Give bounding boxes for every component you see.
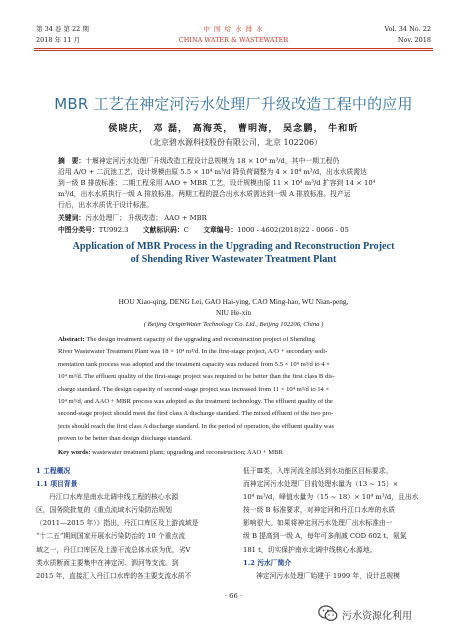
page-title-en	[30, 240, 437, 266]
abstract-en-label: Abstract:	[58, 336, 85, 343]
title-en-line: Application of MBR Process in the Upgrading and Reconstruction Project	[72, 241, 395, 252]
body-line: 丹江口水库是南水北调中线工程的核心水源	[49, 493, 179, 502]
doc-code-value: C	[183, 226, 189, 234]
article-no-value: 1000 - 4602(2018)22 - 0066 - 05	[237, 226, 349, 234]
keywords-cn	[58, 213, 413, 224]
body-line: 2015 年，直接汇入丹江口水库的各主要支流水质不	[36, 571, 192, 580]
header-rule-bottom	[34, 50, 433, 51]
body-line: 级 B 提高到一级 A，每年可多削减 COD 602 t、氨氮	[243, 532, 407, 541]
watermark	[318, 604, 458, 624]
abstract-cn	[58, 156, 413, 211]
body-line: “十二五”期间国家开展水污染防治的 10 个重点流	[36, 532, 186, 541]
body-line: 域之一，丹江口库区及上游干流总体水质为优，劣Ⅴ	[36, 545, 191, 554]
abstract-en-line: mentation tank process was adopted and the treatment capacity was reduced from 5.5 × 10⁴ m³/d to 4 ×	[58, 360, 330, 368]
header-date-en: Nov. 2018	[397, 36, 431, 44]
doc-code-label: 文献标识码：	[142, 226, 184, 234]
subsection-heading: 1.2 污水厂简介	[243, 558, 292, 567]
abstract-cn-line: 十堰神定河污水处理厂升级改造工程设计总规模为 18 × 10⁴ m³/d，其中一期工程仍	[85, 157, 340, 165]
abstract-en-line: 10⁴ m³/d. The effluent quality of the first-stage project was required to be better than the first class B dis-	[58, 373, 335, 381]
abstract-en-line: The design treatment capacity of the upgrading and reconstruction project of Shending	[86, 336, 315, 343]
abstract-cn-line: 沿用 A/O + 二沉池工艺，设计规模由原 5.5 × 10⁴ m³/d 降负荷调整为 4 × 10⁴ m³/d，出水水质需达	[58, 167, 367, 176]
body-line: 181 t，切实保护南水北调中线核心水源地。	[243, 545, 377, 554]
wechat-logo-icon	[318, 605, 338, 626]
journal-name-en: CHINA WATER & WASTEWATER	[178, 36, 289, 44]
abstract-en-line: 10⁴ m³/d, and AAO + MBR process was adopted as the treatment technology. The effluent quality of the	[58, 398, 333, 406]
page-number: · 66 ·	[224, 592, 243, 600]
watermark-text: 污水资源化利用	[342, 611, 412, 622]
authors-cn: 侯晓庆， 邓 磊， 高海英， 曹明海， 吴念鹏， 牛和昕	[108, 124, 359, 134]
abstract-en	[58, 334, 413, 446]
body-line: 而神定河污水处理厂目前处理水量为（13 ~ 15）×	[243, 480, 399, 489]
body-line: 类水质断面主要集中在神定河、泗河等支流。到	[36, 558, 179, 567]
classification-cn	[58, 225, 438, 236]
body-line: 按一级 B 标准要求，对神定河和丹江口水库的水质	[243, 506, 396, 515]
body-line: 神定河污水处理厂始建于 1999 年，设计总规模	[256, 571, 400, 580]
abstract-cn-line: m³/d，出水水质执行一级 A 排放标准。两期工程的混合出水水质需达到一级 A 排放标准。投产运	[58, 189, 351, 198]
body-line: 影响很大。如果将神定河污水处理厂出水标准由一	[243, 519, 393, 528]
clc-value: TU992.3	[98, 226, 129, 234]
keywords-en-text: wastewater treatment plant; upgrading and reconstruction; AAO + MBR	[92, 449, 283, 456]
journal-name-cn: 中 国 给 水 排 水	[203, 25, 264, 33]
keywords-en-label: Key words:	[58, 449, 91, 456]
keywords-en	[58, 447, 413, 459]
affiliation-en: ( Beijing OriginWater Technology Co. Ltd., Beijing 102206, China )	[143, 321, 324, 328]
body-line: （2011—2015 年）》指出，丹江口库区及上游流域是	[36, 519, 199, 528]
keywords-cn-label: 关键词：	[58, 214, 86, 222]
abstract-cn-label: 摘 要：	[58, 157, 86, 165]
abstract-en-line: River Wastewater Treatment Plant was 18 × 10⁴ m³/d. In the first-stage project, A/O + secondary sedi-	[58, 348, 328, 356]
abstract-cn-line: 到一级 B 排放标准；二期工程采用 AAO + MBR 工艺，设计规模由原 11 × 10⁴ m³/d 扩容到 14 × 10⁴	[58, 178, 376, 187]
header-rule-top	[34, 48, 433, 49]
abstract-en-line: second-stage project should meet the first class A discharge standard. The mixed effluent of the two pro-	[58, 410, 334, 418]
abstract-en-line: proven to be better than design discharge standard.	[58, 435, 192, 443]
authors-en-line: HOU Xiao-qing, DENG Lei, GAO Hai-ying, CAO Ming-hao, WU Nian-peng,	[118, 297, 349, 306]
body-line: 低于Ⅲ类，入库河流全部达到水功能区目标要求。	[243, 467, 393, 475]
body-line: 区，国务院批复的《重点流域水污染防治规划	[36, 506, 172, 515]
body-right-column	[243, 465, 433, 583]
affiliation-cn: （北京碧水源科技股份有限公司，北京 102206）	[144, 138, 323, 147]
title-en-line: of Shending River Wastewater Treatment Plant	[130, 254, 337, 265]
subsection-heading: 1.1 项目背景	[36, 480, 78, 489]
header-date-cn: 2018 年 11 月	[36, 36, 81, 44]
keywords-cn-text: 污水处理厂； 升级改造； AAO + MBR	[85, 214, 207, 222]
article-no-label: 文章编号：	[203, 226, 238, 234]
abstract-cn-line: 行后，出水水质优于设计标准。	[58, 200, 154, 209]
authors-en	[40, 296, 427, 318]
body-left-column	[36, 465, 224, 583]
page-title-cn: MBR 工艺在神定河污水处理厂升级改造工程中的应用	[54, 95, 413, 113]
authors-en-line: NIU He-xin	[215, 308, 252, 317]
body-line: 10⁴ m³/d，峰值水量为（15 ~ 18）× 10⁴ m³/d，且出水	[243, 493, 419, 502]
abstract-en-line: charge standard. The design capacity of second-stage project was increased from 11 × 10⁴ m³/d to 14 ×	[58, 385, 330, 393]
header-volume-cn: 第 34 卷 第 22 期	[36, 25, 89, 33]
section-heading: 1 工程概况	[36, 467, 71, 475]
clc-label: 中图分类号：	[58, 226, 99, 234]
abstract-en-line: jects should reach the first class A discharge standard. In the period of operation, the effluent quality was	[58, 422, 335, 430]
header-volume-en: Vol. 34 No. 22	[384, 25, 431, 33]
